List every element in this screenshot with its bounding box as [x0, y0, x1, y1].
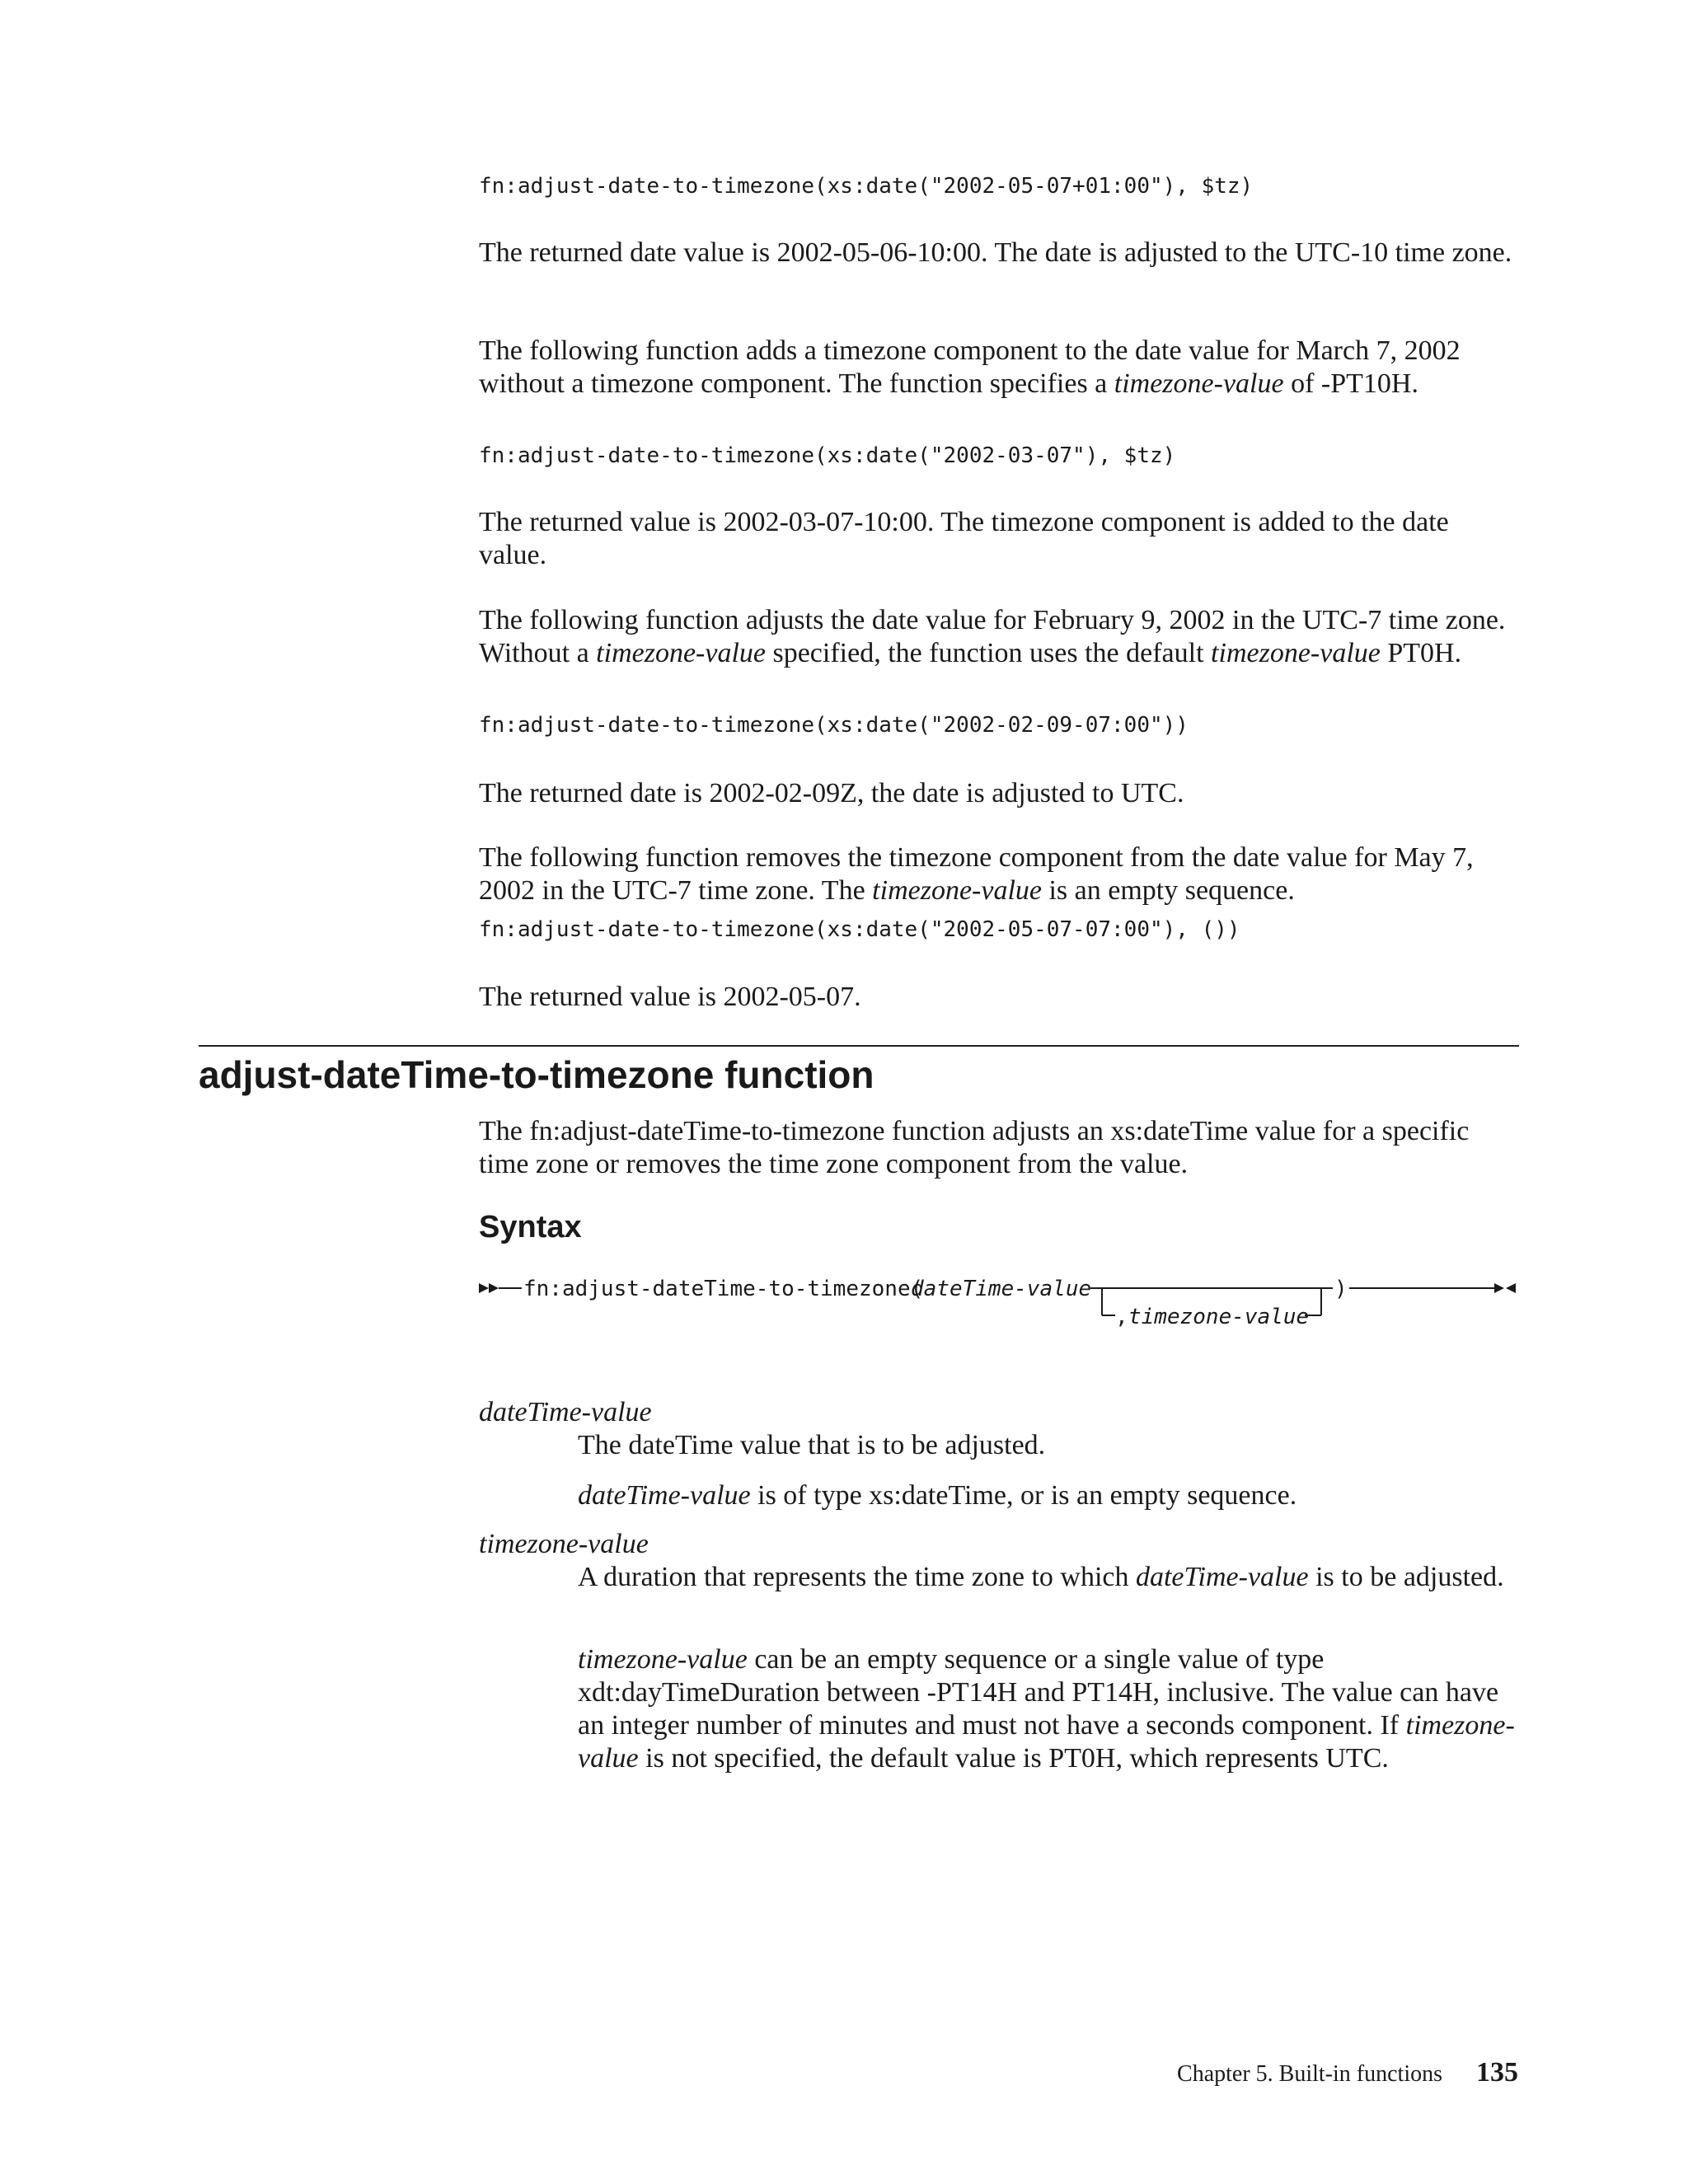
diagram-start-arrow-icon — [479, 1283, 489, 1293]
diagram-arg-datetime: dateTime-value — [911, 1277, 1092, 1301]
diagram-arg-timezone: timezone-value — [1128, 1305, 1310, 1329]
diagram-optional-comma: , — [1115, 1305, 1128, 1329]
diagram-end-arrow-icon — [1494, 1283, 1504, 1293]
paragraph-3: The returned value is 2002-03-07-10:00. The timezone component is added to the date value. — [479, 507, 1449, 570]
param-term-timezone: timezone-value — [479, 1529, 649, 1559]
paragraph-5: The returned date is 2002-02-09Z, the date is adjusted to UTC. — [479, 778, 1184, 808]
syntax-heading: Syntax — [479, 1210, 582, 1244]
page-number: 135 — [1476, 2057, 1518, 2088]
paragraph-1: The returned date value is 2002-05-06-10:00. The date is adjusted to the UTC-10 time zone. — [479, 237, 1512, 268]
footer-chapter: Chapter 5. Built-in functions — [1177, 2061, 1442, 2087]
paragraph-6: The following function removes the timezone component from the date value for May 7, 2002 in the UTC-7 time zone. The timezone-value is an empty sequence. — [479, 842, 1474, 906]
section-intro: The fn:adjust-dateTime-to-timezone function adjusts an xs:dateTime value for a specific time zone or removes the time zone component from the value. — [479, 1116, 1470, 1179]
param-desc-timezone-1: A duration that represents the time zone to which dateTime-value is to be adjusted. — [578, 1562, 1504, 1592]
section-divider — [199, 1045, 1519, 1047]
section-title: adjust-dateTime-to-timezone function — [199, 1053, 874, 1096]
code-example-4: fn:adjust-date-to-timezone(xs:date("2002-05-07-07:00"), ()) — [479, 917, 1240, 942]
paragraph-7: The returned value is 2002-05-07. — [479, 982, 861, 1012]
paragraph-2: The following function adds a timezone component to the date value for March 7, 2002 without a timezone component. The function specifies a timezone-value of -PT10H. — [479, 335, 1461, 399]
param-term-datetime: dateTime-value — [479, 1397, 652, 1427]
diagram-end-stop-icon — [1506, 1283, 1516, 1293]
code-example-2: fn:adjust-date-to-timezone(xs:date("2002-03-07"), $tz) — [479, 443, 1176, 468]
code-example-1: fn:adjust-date-to-timezone(xs:date("2002-05-07+01:00"), $tz) — [479, 174, 1254, 199]
code-example-3: fn:adjust-date-to-timezone(xs:date("2002-02-09-07:00")) — [479, 713, 1189, 738]
param-desc-datetime-2: dateTime-value is of type xs:dateTime, or is an empty sequence. — [578, 1480, 1297, 1511]
param-desc-datetime-1: The dateTime value that is to be adjusted. — [578, 1430, 1046, 1460]
diagram-start-arrow-icon-2 — [489, 1283, 499, 1293]
diagram-close-paren: ) — [1334, 1277, 1348, 1301]
syntax-diagram — [474, 1276, 1529, 1342]
param-desc-timezone-2: timezone-value can be an empty sequence or a single value of type xdt:dayTimeDuration between -PT14H and PT14H, inclusive. The value can have an integer number of minutes and must not have a seconds component. If timezone-value is not specified, the default value is PT0H, which represents UTC. — [578, 1644, 1515, 1774]
paragraph-4: The following function adjusts the date value for February 9, 2002 in the UTC-7 time zone. Without a timezone-value specified, the function uses the default timezone-value PT0H. — [479, 605, 1506, 668]
diagram-function-name: fn:adjust-dateTime-to-timezone( — [523, 1277, 924, 1301]
